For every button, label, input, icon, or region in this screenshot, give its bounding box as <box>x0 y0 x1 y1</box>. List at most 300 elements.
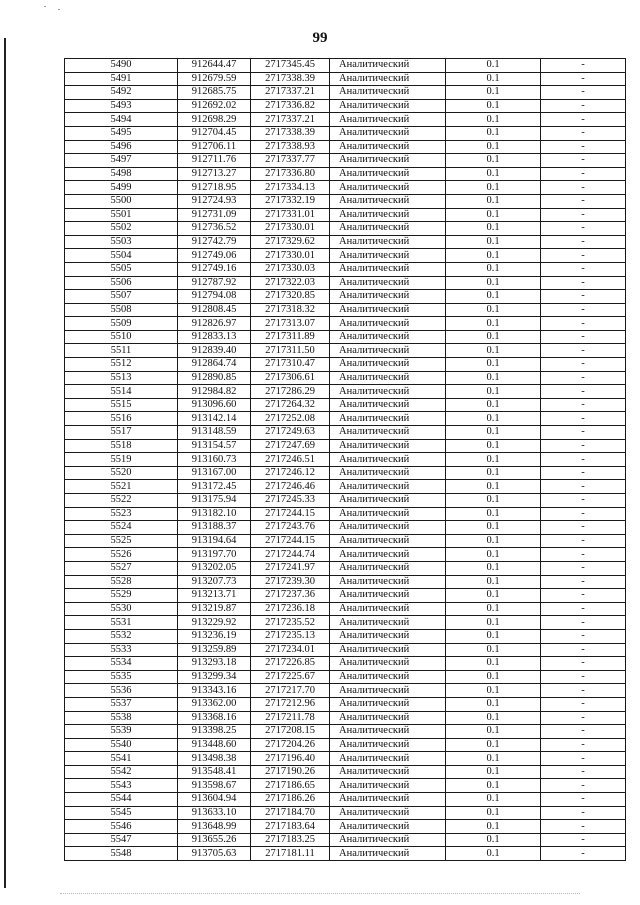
note-cell: - <box>541 113 626 127</box>
table-row <box>65 86 626 100</box>
y-coordinate-cell: 2717337.21 <box>251 86 330 100</box>
method-cell: Аналитический <box>330 126 446 140</box>
y-coordinate-cell: 2717246.51 <box>251 453 330 467</box>
method-cell: Аналитический <box>330 711 446 725</box>
x-coordinate-cell: 912692.02 <box>178 99 251 113</box>
point-number-cell: 5542 <box>65 765 178 779</box>
note-cell: - <box>541 643 626 657</box>
scan-footer-noise <box>60 893 580 895</box>
y-coordinate-cell: 2717330.01 <box>251 222 330 236</box>
y-coordinate-cell: 2717184.70 <box>251 806 330 820</box>
table-row <box>65 738 626 752</box>
note-cell: - <box>541 222 626 236</box>
point-number-cell: 5506 <box>65 276 178 290</box>
note-cell: - <box>541 59 626 73</box>
point-number-cell: 5495 <box>65 126 178 140</box>
method-cell: Аналитический <box>330 820 446 834</box>
method-cell: Аналитический <box>330 72 446 86</box>
point-number-cell: 5518 <box>65 439 178 453</box>
note-cell: - <box>541 358 626 372</box>
note-cell: - <box>541 371 626 385</box>
accuracy-cell: 0.1 <box>446 494 541 508</box>
x-coordinate-cell: 913498.38 <box>178 752 251 766</box>
note-cell: - <box>541 806 626 820</box>
note-cell: - <box>541 167 626 181</box>
method-cell: Аналитический <box>330 303 446 317</box>
accuracy-cell: 0.1 <box>446 303 541 317</box>
method-cell: Аналитический <box>330 738 446 752</box>
x-coordinate-cell: 913096.60 <box>178 398 251 412</box>
table-row <box>65 262 626 276</box>
note-cell: - <box>541 72 626 86</box>
table-row <box>65 371 626 385</box>
table-row <box>65 290 626 304</box>
point-number-cell: 5508 <box>65 303 178 317</box>
note-cell: - <box>541 833 626 847</box>
x-coordinate-cell: 912742.79 <box>178 235 251 249</box>
y-coordinate-cell: 2717234.01 <box>251 643 330 657</box>
y-coordinate-cell: 2717310.47 <box>251 358 330 372</box>
note-cell: - <box>541 657 626 671</box>
point-number-cell: 5519 <box>65 453 178 467</box>
x-coordinate-cell: 913175.94 <box>178 494 251 508</box>
note-cell: - <box>541 412 626 426</box>
point-number-cell: 5540 <box>65 738 178 752</box>
point-number-cell: 5491 <box>65 72 178 86</box>
method-cell: Аналитический <box>330 194 446 208</box>
note-cell: - <box>541 561 626 575</box>
point-number-cell: 5512 <box>65 358 178 372</box>
y-coordinate-cell: 2717249.63 <box>251 426 330 440</box>
table-row <box>65 765 626 779</box>
method-cell: Аналитический <box>330 548 446 562</box>
table-row <box>65 358 626 372</box>
accuracy-cell: 0.1 <box>446 765 541 779</box>
y-coordinate-cell: 2717212.96 <box>251 697 330 711</box>
accuracy-cell: 0.1 <box>446 561 541 575</box>
point-number-cell: 5500 <box>65 194 178 208</box>
note-cell: - <box>541 752 626 766</box>
point-number-cell: 5536 <box>65 684 178 698</box>
y-coordinate-cell: 2717337.21 <box>251 113 330 127</box>
x-coordinate-cell: 913213.71 <box>178 589 251 603</box>
point-number-cell: 5527 <box>65 561 178 575</box>
table-row <box>65 466 626 480</box>
method-cell: Аналитический <box>330 670 446 684</box>
table-row <box>65 820 626 834</box>
table-row <box>65 249 626 263</box>
y-coordinate-cell: 2717331.01 <box>251 208 330 222</box>
point-number-cell: 5530 <box>65 602 178 616</box>
x-coordinate-cell: 913604.94 <box>178 793 251 807</box>
method-cell: Аналитический <box>330 262 446 276</box>
method-cell: Аналитический <box>330 140 446 154</box>
table-row <box>65 752 626 766</box>
point-number-cell: 5501 <box>65 208 178 222</box>
scan-speck <box>44 6 46 7</box>
table-row <box>65 194 626 208</box>
y-coordinate-cell: 2717330.01 <box>251 249 330 263</box>
accuracy-cell: 0.1 <box>446 806 541 820</box>
accuracy-cell: 0.1 <box>446 480 541 494</box>
method-cell: Аналитический <box>330 806 446 820</box>
x-coordinate-cell: 912736.52 <box>178 222 251 236</box>
method-cell: Аналитический <box>330 847 446 861</box>
point-number-cell: 5503 <box>65 235 178 249</box>
point-number-cell: 5505 <box>65 262 178 276</box>
table-row <box>65 235 626 249</box>
y-coordinate-cell: 2717190.26 <box>251 765 330 779</box>
point-number-cell: 5504 <box>65 249 178 263</box>
y-coordinate-cell: 2717286.29 <box>251 385 330 399</box>
point-number-cell: 5496 <box>65 140 178 154</box>
note-cell: - <box>541 181 626 195</box>
point-number-cell: 5520 <box>65 466 178 480</box>
y-coordinate-cell: 2717225.67 <box>251 670 330 684</box>
accuracy-cell: 0.1 <box>446 725 541 739</box>
y-coordinate-cell: 2717332.19 <box>251 194 330 208</box>
y-coordinate-cell: 2717235.52 <box>251 616 330 630</box>
method-cell: Аналитический <box>330 494 446 508</box>
accuracy-cell: 0.1 <box>446 833 541 847</box>
accuracy-cell: 0.1 <box>446 575 541 589</box>
x-coordinate-cell: 913172.45 <box>178 480 251 494</box>
table-row <box>65 113 626 127</box>
accuracy-cell: 0.1 <box>446 208 541 222</box>
method-cell: Аналитический <box>330 657 446 671</box>
method-cell: Аналитический <box>330 222 446 236</box>
note-cell: - <box>541 344 626 358</box>
x-coordinate-cell: 912706.11 <box>178 140 251 154</box>
y-coordinate-cell: 2717244.15 <box>251 507 330 521</box>
table-row <box>65 453 626 467</box>
accuracy-cell: 0.1 <box>446 262 541 276</box>
method-cell: Аналитический <box>330 59 446 73</box>
method-cell: Аналитический <box>330 480 446 494</box>
note-cell: - <box>541 670 626 684</box>
note-cell: - <box>541 820 626 834</box>
table-row <box>65 72 626 86</box>
y-coordinate-cell: 2717330.03 <box>251 262 330 276</box>
table-row <box>65 521 626 535</box>
y-coordinate-cell: 2717322.03 <box>251 276 330 290</box>
x-coordinate-cell: 912984.82 <box>178 385 251 399</box>
accuracy-cell: 0.1 <box>446 602 541 616</box>
method-cell: Аналитический <box>330 398 446 412</box>
note-cell: - <box>541 86 626 100</box>
method-cell: Аналитический <box>330 833 446 847</box>
x-coordinate-cell: 913448.60 <box>178 738 251 752</box>
accuracy-cell: 0.1 <box>446 290 541 304</box>
y-coordinate-cell: 2717186.26 <box>251 793 330 807</box>
accuracy-cell: 0.1 <box>446 194 541 208</box>
note-cell: - <box>541 317 626 331</box>
y-coordinate-cell: 2717183.64 <box>251 820 330 834</box>
accuracy-cell: 0.1 <box>446 684 541 698</box>
table-row <box>65 59 626 73</box>
x-coordinate-cell: 913705.63 <box>178 847 251 861</box>
method-cell: Аналитический <box>330 235 446 249</box>
table-row <box>65 126 626 140</box>
table-row <box>65 548 626 562</box>
x-coordinate-cell: 913194.64 <box>178 534 251 548</box>
note-cell: - <box>541 262 626 276</box>
x-coordinate-cell: 913197.70 <box>178 548 251 562</box>
x-coordinate-cell: 912704.45 <box>178 126 251 140</box>
y-coordinate-cell: 2717211.78 <box>251 711 330 725</box>
accuracy-cell: 0.1 <box>446 181 541 195</box>
note-cell: - <box>541 793 626 807</box>
table-row <box>65 806 626 820</box>
point-number-cell: 5535 <box>65 670 178 684</box>
point-number-cell: 5502 <box>65 222 178 236</box>
point-number-cell: 5492 <box>65 86 178 100</box>
method-cell: Аналитический <box>330 317 446 331</box>
y-coordinate-cell: 2717345.45 <box>251 59 330 73</box>
point-number-cell: 5523 <box>65 507 178 521</box>
accuracy-cell: 0.1 <box>446 589 541 603</box>
table-row <box>65 317 626 331</box>
table-row <box>65 793 626 807</box>
table-row <box>65 276 626 290</box>
accuracy-cell: 0.1 <box>446 534 541 548</box>
method-cell: Аналитический <box>330 779 446 793</box>
y-coordinate-cell: 2717246.12 <box>251 466 330 480</box>
method-cell: Аналитический <box>330 113 446 127</box>
accuracy-cell: 0.1 <box>446 820 541 834</box>
x-coordinate-cell: 913154.57 <box>178 439 251 453</box>
table-row <box>65 385 626 399</box>
table-row <box>65 140 626 154</box>
x-coordinate-cell: 913362.00 <box>178 697 251 711</box>
note-cell: - <box>541 480 626 494</box>
y-coordinate-cell: 2717181.11 <box>251 847 330 861</box>
accuracy-cell: 0.1 <box>446 385 541 399</box>
point-number-cell: 5526 <box>65 548 178 562</box>
method-cell: Аналитический <box>330 629 446 643</box>
point-number-cell: 5490 <box>65 59 178 73</box>
x-coordinate-cell: 912890.85 <box>178 371 251 385</box>
method-cell: Аналитический <box>330 439 446 453</box>
x-coordinate-cell: 913299.34 <box>178 670 251 684</box>
y-coordinate-cell: 2717264.32 <box>251 398 330 412</box>
accuracy-cell: 0.1 <box>446 629 541 643</box>
method-cell: Аналитический <box>330 466 446 480</box>
table-row <box>65 643 626 657</box>
x-coordinate-cell: 913648.99 <box>178 820 251 834</box>
note-cell: - <box>541 697 626 711</box>
x-coordinate-cell: 913236.19 <box>178 629 251 643</box>
table-row <box>65 616 626 630</box>
x-coordinate-cell: 913188.37 <box>178 521 251 535</box>
note-cell: - <box>541 466 626 480</box>
point-number-cell: 5498 <box>65 167 178 181</box>
point-number-cell: 5531 <box>65 616 178 630</box>
point-number-cell: 5547 <box>65 833 178 847</box>
method-cell: Аналитический <box>330 276 446 290</box>
point-number-cell: 5514 <box>65 385 178 399</box>
method-cell: Аналитический <box>330 412 446 426</box>
point-number-cell: 5494 <box>65 113 178 127</box>
table-row <box>65 167 626 181</box>
x-coordinate-cell: 912685.75 <box>178 86 251 100</box>
method-cell: Аналитический <box>330 507 446 521</box>
y-coordinate-cell: 2717239.30 <box>251 575 330 589</box>
note-cell: - <box>541 684 626 698</box>
note-cell: - <box>541 711 626 725</box>
accuracy-cell: 0.1 <box>446 738 541 752</box>
table-row <box>65 494 626 508</box>
method-cell: Аналитический <box>330 181 446 195</box>
method-cell: Аналитический <box>330 154 446 168</box>
method-cell: Аналитический <box>330 330 446 344</box>
point-number-cell: 5545 <box>65 806 178 820</box>
table-row <box>65 507 626 521</box>
x-coordinate-cell: 913633.10 <box>178 806 251 820</box>
point-number-cell: 5533 <box>65 643 178 657</box>
x-coordinate-cell: 912711.76 <box>178 154 251 168</box>
note-cell: - <box>541 534 626 548</box>
point-number-cell: 5524 <box>65 521 178 535</box>
y-coordinate-cell: 2717247.69 <box>251 439 330 453</box>
table-row <box>65 684 626 698</box>
method-cell: Аналитический <box>330 521 446 535</box>
x-coordinate-cell: 912724.93 <box>178 194 251 208</box>
y-coordinate-cell: 2717226.85 <box>251 657 330 671</box>
accuracy-cell: 0.1 <box>446 711 541 725</box>
x-coordinate-cell: 913202.05 <box>178 561 251 575</box>
x-coordinate-cell: 913259.89 <box>178 643 251 657</box>
x-coordinate-cell: 913368.16 <box>178 711 251 725</box>
method-cell: Аналитический <box>330 208 446 222</box>
accuracy-cell: 0.1 <box>446 222 541 236</box>
method-cell: Аналитический <box>330 575 446 589</box>
note-cell: - <box>541 276 626 290</box>
note-cell: - <box>541 439 626 453</box>
x-coordinate-cell: 913160.73 <box>178 453 251 467</box>
y-coordinate-cell: 2717320.85 <box>251 290 330 304</box>
note-cell: - <box>541 765 626 779</box>
y-coordinate-cell: 2717338.93 <box>251 140 330 154</box>
accuracy-cell: 0.1 <box>446 752 541 766</box>
accuracy-cell: 0.1 <box>446 657 541 671</box>
method-cell: Аналитический <box>330 99 446 113</box>
x-coordinate-cell: 913293.18 <box>178 657 251 671</box>
accuracy-cell: 0.1 <box>446 140 541 154</box>
x-coordinate-cell: 912731.09 <box>178 208 251 222</box>
note-cell: - <box>541 426 626 440</box>
x-coordinate-cell: 913398.25 <box>178 725 251 739</box>
accuracy-cell: 0.1 <box>446 466 541 480</box>
accuracy-cell: 0.1 <box>446 697 541 711</box>
accuracy-cell: 0.1 <box>446 72 541 86</box>
x-coordinate-cell: 912749.16 <box>178 262 251 276</box>
point-number-cell: 5513 <box>65 371 178 385</box>
note-cell: - <box>541 290 626 304</box>
y-coordinate-cell: 2717235.13 <box>251 629 330 643</box>
x-coordinate-cell: 913182.10 <box>178 507 251 521</box>
method-cell: Аналитический <box>330 684 446 698</box>
accuracy-cell: 0.1 <box>446 330 541 344</box>
y-coordinate-cell: 2717196.40 <box>251 752 330 766</box>
note-cell: - <box>541 575 626 589</box>
note-cell: - <box>541 725 626 739</box>
table-row <box>65 575 626 589</box>
method-cell: Аналитический <box>330 697 446 711</box>
point-number-cell: 5528 <box>65 575 178 589</box>
note-cell: - <box>541 548 626 562</box>
x-coordinate-cell: 913142.14 <box>178 412 251 426</box>
method-cell: Аналитический <box>330 561 446 575</box>
point-number-cell: 5507 <box>65 290 178 304</box>
point-number-cell: 5532 <box>65 629 178 643</box>
method-cell: Аналитический <box>330 344 446 358</box>
accuracy-cell: 0.1 <box>446 113 541 127</box>
accuracy-cell: 0.1 <box>446 779 541 793</box>
y-coordinate-cell: 2717311.50 <box>251 344 330 358</box>
point-number-cell: 5517 <box>65 426 178 440</box>
accuracy-cell: 0.1 <box>446 847 541 861</box>
x-coordinate-cell: 912718.95 <box>178 181 251 195</box>
accuracy-cell: 0.1 <box>446 59 541 73</box>
table-row <box>65 208 626 222</box>
page-number: 99 <box>312 30 328 46</box>
note-cell: - <box>541 494 626 508</box>
point-number-cell: 5543 <box>65 779 178 793</box>
point-number-cell: 5544 <box>65 793 178 807</box>
point-number-cell: 5541 <box>65 752 178 766</box>
method-cell: Аналитический <box>330 589 446 603</box>
accuracy-cell: 0.1 <box>446 426 541 440</box>
method-cell: Аналитический <box>330 358 446 372</box>
table-row <box>65 602 626 616</box>
x-coordinate-cell: 913655.26 <box>178 833 251 847</box>
method-cell: Аналитический <box>330 643 446 657</box>
table-row <box>65 833 626 847</box>
accuracy-cell: 0.1 <box>446 154 541 168</box>
note-cell: - <box>541 589 626 603</box>
x-coordinate-cell: 912713.27 <box>178 167 251 181</box>
note-cell: - <box>541 629 626 643</box>
table-row <box>65 847 626 861</box>
y-coordinate-cell: 2717244.15 <box>251 534 330 548</box>
x-coordinate-cell: 913343.16 <box>178 684 251 698</box>
y-coordinate-cell: 2717338.39 <box>251 72 330 86</box>
accuracy-cell: 0.1 <box>446 507 541 521</box>
accuracy-cell: 0.1 <box>446 235 541 249</box>
page-left-edge-rule <box>4 38 6 888</box>
point-number-cell: 5493 <box>65 99 178 113</box>
table-row <box>65 534 626 548</box>
accuracy-cell: 0.1 <box>446 126 541 140</box>
accuracy-cell: 0.1 <box>446 616 541 630</box>
method-cell: Аналитический <box>330 752 446 766</box>
table-row <box>65 99 626 113</box>
method-cell: Аналитический <box>330 793 446 807</box>
y-coordinate-cell: 2717336.80 <box>251 167 330 181</box>
note-cell: - <box>541 303 626 317</box>
y-coordinate-cell: 2717329.62 <box>251 235 330 249</box>
note-cell: - <box>541 249 626 263</box>
note-cell: - <box>541 738 626 752</box>
accuracy-cell: 0.1 <box>446 344 541 358</box>
table-row <box>65 779 626 793</box>
accuracy-cell: 0.1 <box>446 398 541 412</box>
table-row <box>65 181 626 195</box>
method-cell: Аналитический <box>330 290 446 304</box>
x-coordinate-cell: 912679.59 <box>178 72 251 86</box>
accuracy-cell: 0.1 <box>446 317 541 331</box>
